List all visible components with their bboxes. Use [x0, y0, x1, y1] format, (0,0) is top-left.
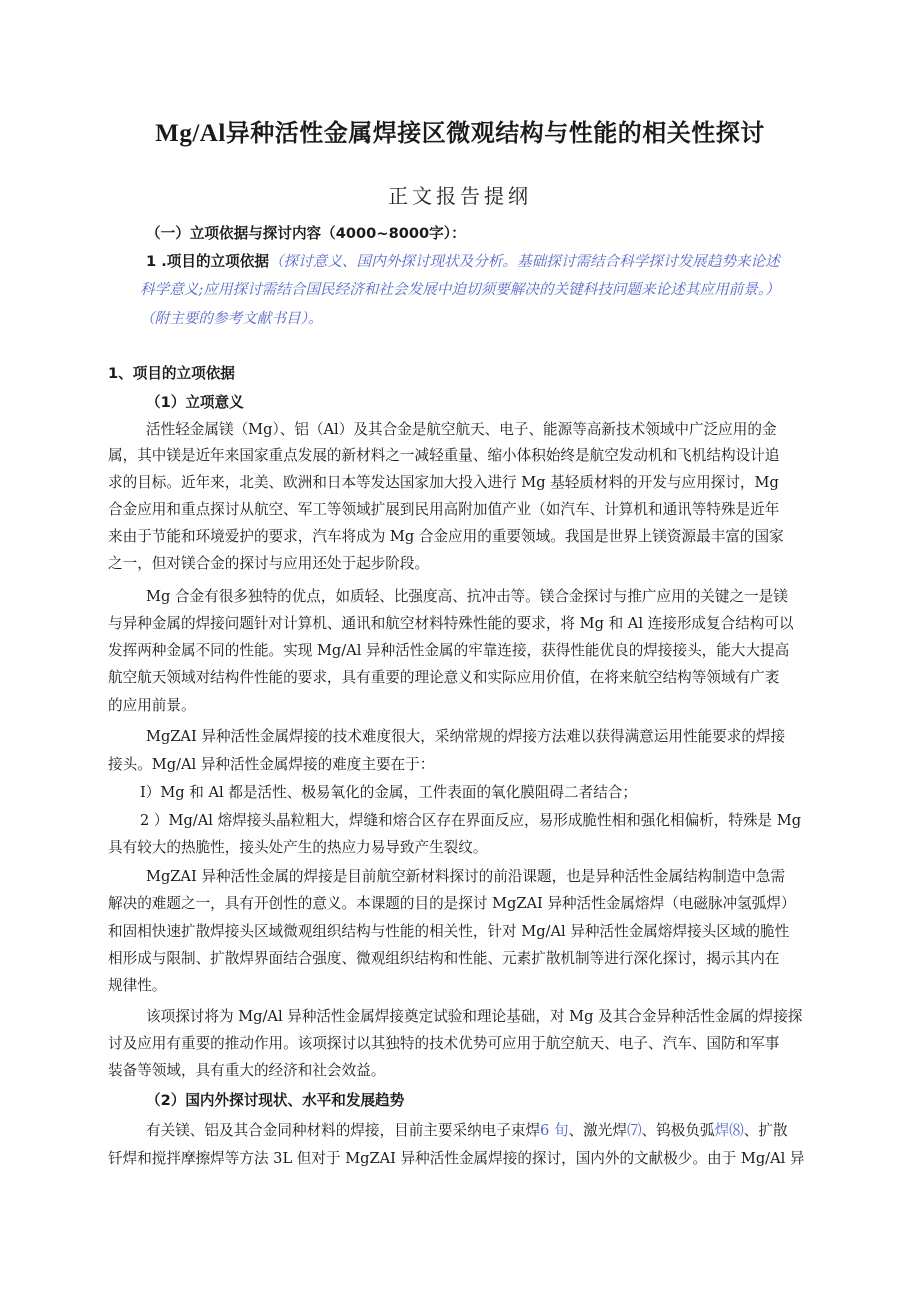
p6-line2: 钎焊和搅拌摩擦焊等方法 3L 但对于 MgZAI 异种活性金属焊接的探讨，国内外的文献极少。由于 Mg/Al 异 — [108, 1150, 805, 1167]
list-item-2-line: 具有较大的热脆性，接头处产生的热应力易导致产生裂纹。 — [108, 839, 488, 856]
p4-line: MgZAI 异种活性金属的焊接是目前航空新材料探讨的前沿课题，也是异种活性金属结构制造中急需 — [146, 868, 786, 885]
p2-line: 航空航天领域对结构件性能的要求，具有重要的理论意义和实际应用价值，在将来航空结构等领域有广袤 — [108, 669, 780, 686]
item1-line — [146, 252, 780, 272]
item1-label: 1 .项目的立项依据 — [146, 253, 269, 270]
heading-1: 1、项目的立项依据 — [108, 365, 235, 382]
p6-citation: 焊⑻ — [714, 1122, 744, 1139]
p6-line1 — [146, 1121, 788, 1141]
p6-citation: ⑺ — [626, 1122, 642, 1139]
p6-citation: 6 旬 — [540, 1122, 569, 1139]
p6-text: 有关镁、铝及其合金同种材料的焊接，目前主要采纳电子束焊 — [146, 1122, 541, 1139]
p3-line: 接头。Mg/Al 异种活性金属焊接的难度主要在于： — [108, 756, 435, 773]
heading-1-2: （2）国内外探讨现状、水平和发展趋势 — [146, 1092, 405, 1109]
p4-line: 规律性。 — [108, 977, 167, 994]
p2-line: Mg 合金有很多独特的优点，如质轻、比强度高、抗冲击等。镁合金探讨与推广应用的关键之一是镁 — [146, 588, 788, 605]
p2-line: 发挥两种金属不同的性能。实现 Mg/Al 异种活性金属的牢靠连接，获得性能优良的焊接接头，能大大提高 — [108, 642, 790, 659]
item1-note-line3: （附主要的参考文献书目）。 — [140, 310, 323, 327]
p1-line: 属，其中镁是近年来国家重点发展的新材料之一减轻重量、缩小体积始终是航空发动机和飞机结构设计追 — [108, 447, 780, 464]
title-latin: Mg/Al — [155, 120, 226, 147]
p1-line: 来由于节能和环境爱护的要求，汽车将成为 Mg 合金应用的重要领域。我国是世界上镁资源最丰富的国家 — [108, 528, 784, 545]
list-item-2-line: 2 ）Mg/Al 熔焊接头晶粒粗大，焊缝和熔合区存在界面反应，易形成脆性相和强化相偏析，特殊是 Mg — [140, 812, 802, 829]
p1-line: 求的目标。近年来，北美、欧洲和日本等发达国家加大投入进行 Mg 基轻质材料的开发与应用探讨，Mg — [108, 474, 779, 491]
p2-line: 与异种金属的焊接问题针对计算机、通讯和航空材料特殊性能的要求，将 Mg 和 Al 连接形成复合结构可以 — [108, 615, 794, 632]
p4-line: 相形成与限制、扩散焊界面结合强度、微观组织结构和性能、元素扩散机制等进行深化探讨，揭示其内在 — [108, 950, 780, 967]
p6-text: 、扩散 — [743, 1122, 788, 1139]
item1-note-line1: （探讨意义、国内外探讨现状及分析。基础探讨需结合科学探讨发展趋势来论述 — [268, 253, 780, 270]
heading-1-1: （1）立项意义 — [146, 394, 244, 411]
p6-text: 、激光焊 — [568, 1122, 627, 1139]
document-title — [0, 113, 920, 148]
p1-line: 活性轻金属镁（Mg）、铝（Al）及其合金是航空航天、电子、能源等高新技术领域中广泛应用的金 — [146, 421, 777, 438]
p5-line: 讨及应用有重要的推动作用。该项探讨以其独特的技术优势可应用于航空航天、电子、汽车、国防和军事 — [108, 1035, 780, 1052]
section-heading: （一）立项依据与探讨内容（4000~8000字）： — [146, 225, 466, 242]
p4-line: 解决的难题之一，具有开创性的意义。本课题的目的是探讨 MgZAI 异种活性金属熔焊（电磁脉冲氢弧焊） — [108, 895, 796, 912]
title-text: 异种活性金属焊接区微观结构与性能的相关性探讨 — [225, 119, 765, 147]
p6-text: 、钨极负弧 — [641, 1122, 715, 1139]
p1-line: 之一，但对镁合金的探讨与应用还处于起步阶段。 — [108, 555, 430, 572]
p5-line: 装备等领域，具有重大的经济和社会效益。 — [108, 1062, 386, 1079]
p3-line: MgZAI 异种活性金属焊接的技术难度很大，采纳常规的焊接方法难以获得满意运用性能要求的焊接 — [146, 728, 786, 745]
item1-note-line2: 科学意义;应用探讨需结合国民经济和社会发展中迫切须要解决的关键科技问题来论述其应用前景。） — [140, 281, 780, 298]
list-item-1: I）Mg 和 Al 都是活性、极易氧化的金属，工件表面的氧化膜阻碍二者结合； — [140, 784, 637, 801]
p4-line: 和固相快速扩散焊接头区域微观组织结构与性能的相关性，针对 Mg/Al 异种活性金属熔焊接头区域的脆性 — [108, 923, 790, 940]
p2-line: 的应用前景。 — [108, 697, 196, 714]
p1-line: 合金应用和重点探讨从航空、军工等领域扩展到民用高附加值产业（如汽车、计算机和通讯等特殊是近年 — [108, 501, 780, 518]
p5-line: 该项探讨将为 Mg/Al 异种活性金属焊接奠定试验和理论基础，对 Mg 及其合金异种活性金属的焊接探 — [146, 1008, 803, 1025]
document-subtitle: 正文报告提纲 — [388, 184, 532, 208]
